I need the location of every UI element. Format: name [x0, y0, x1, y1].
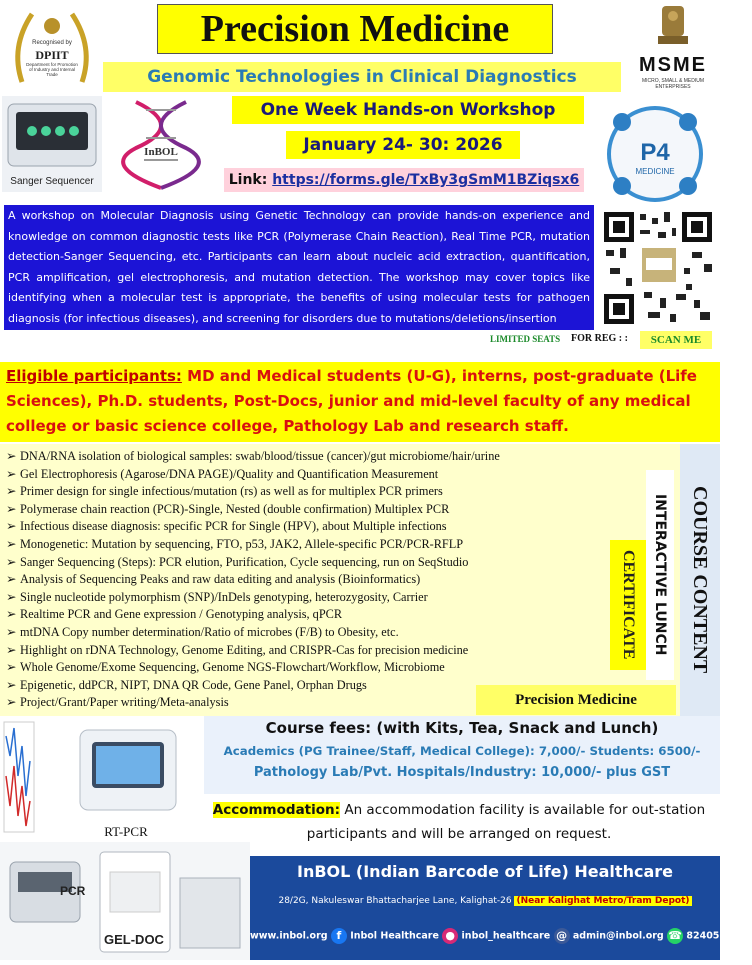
arrow-bullet-icon: ➢	[6, 589, 17, 604]
accommodation-block	[200, 798, 718, 852]
course-item-text: Single nucleotide polymorphism (SNP)/InDels genotyping, heterozygosity, Carrier	[20, 589, 428, 604]
footer-org-name: InBOL (Indian Barcode of Life) Healthcare	[297, 862, 673, 881]
course-item-text: Analysis of Sequencing Peaks and raw data editing and analysis (Bioinformatics)	[20, 572, 421, 587]
course-item-text: Infectious disease diagnosis: specific PCR for Single (HPV), about Multiple infections	[20, 519, 447, 534]
link-label: Link:	[228, 172, 268, 188]
fees-heading: Course fees: (with Kits, Tea, Snack and Lunch)	[265, 719, 659, 737]
qr-code-icon	[600, 208, 716, 328]
laurel-wreath-icon	[2, 2, 102, 92]
for-reg: FOR REG : :	[571, 333, 628, 344]
email-icon[interactable]: @	[554, 928, 570, 944]
arrow-bullet-icon: ➢	[6, 677, 17, 692]
course-item	[6, 624, 680, 642]
registration-link[interactable]	[224, 168, 584, 192]
scan-me-badge: SCAN ME	[640, 331, 712, 349]
fees-academic: Academics (PG Trainee/Staff, Medical College): 7,000/- Students: 6500/-	[223, 744, 701, 758]
footer-contacts	[250, 928, 752, 944]
course-item	[6, 659, 680, 677]
footer-phone[interactable]: 8240520979	[686, 930, 752, 942]
footer-landmark: (Near Kalighat Metro/Tram Depot)	[516, 896, 690, 906]
dna-helix-icon	[106, 96, 216, 192]
eligibility-block	[0, 362, 720, 442]
arrow-bullet-icon: ➢	[6, 554, 17, 569]
workshop-label: One Week Hands-on Workshop	[232, 96, 584, 124]
dpiit-name: DPIIT	[35, 48, 69, 62]
qr-code[interactable]	[600, 208, 716, 328]
course-item	[6, 571, 680, 589]
footer-email[interactable]: admin@inbol.org	[572, 930, 664, 942]
limited-seats: LIMITED SEATS	[490, 334, 561, 344]
course-item	[6, 589, 680, 607]
arrow-bullet-icon: ➢	[6, 449, 17, 463]
pcr-caption: PCR	[60, 884, 86, 898]
course-item	[6, 536, 680, 554]
arrow-bullet-icon: ➢	[6, 501, 17, 516]
dpiit-sub: Department for Promotion of Industry and Internal Trade	[26, 62, 78, 77]
subtitle: Genomic Technologies in Clinical Diagnostics	[103, 62, 621, 92]
arrow-bullet-icon: ➢	[6, 519, 17, 534]
course-item-text: mtDNA Copy number determination/Ratio of microbes (F/B) to Obesity, etc.	[20, 624, 399, 639]
course-item-text: Epigenetic, ddPCR, NIPT, DNA QR Code, Gene Panel, Orphan Drugs	[20, 677, 367, 692]
dpiit-logo	[2, 2, 102, 92]
arrow-bullet-icon: ➢	[6, 660, 17, 675]
geldoc-caption: GEL-DOC	[104, 932, 164, 947]
msme-logo	[632, 2, 714, 94]
whatsapp-icon[interactable]: ☎	[668, 929, 682, 942]
p4-small-text: MEDICINE	[635, 167, 675, 176]
fees-industry: Pathology Lab/Pvt. Hospitals/Industry: 10,000/- plus GST	[253, 765, 671, 780]
emblem-icon	[632, 2, 714, 52]
pcr-geldoc-image	[0, 842, 250, 960]
course-item	[6, 466, 680, 484]
inbol-wordmark: InBOL	[144, 146, 178, 158]
sanger-caption: Sanger Sequencer	[10, 176, 94, 187]
p4-big-text: P4	[640, 139, 670, 166]
course-item-text: Sanger Sequencing (Steps): PCR elution, Purification, Cycle sequencing, run on SeqStudio	[20, 554, 469, 569]
course-item-text: Highlight on rDNA Technology, Genome Editing, and CRISPR-Cas for precision medicine	[20, 642, 469, 657]
dpiit-recognised: Recognised by	[32, 40, 72, 46]
course-item	[6, 642, 680, 660]
link-url[interactable]: https://forms.gle/TxBy3gSmM1BZiqsx6	[272, 172, 580, 188]
course-item-text: Gel Electrophoresis (Agarose/DNA PAGE)/Quality and Quantification Measurement	[20, 466, 439, 481]
instagram-icon[interactable]: ●	[442, 928, 458, 944]
course-fees-block	[204, 716, 720, 794]
course-item-text: DNA/RNA isolation of biological samples: swab/blood/tissue (cancer)/gut microbiome/hair/urine	[20, 449, 500, 463]
facebook-icon[interactable]: f	[331, 928, 347, 944]
footer-facebook[interactable]: Inbol Healthcare	[350, 930, 439, 942]
course-item-text: Monogenetic: Mutation by sequencing, FTO, p53, JAK2, Allele-specific PCR/PCR-RFLP	[20, 536, 464, 551]
accommodation-label: Accommodation:	[212, 802, 341, 818]
arrow-bullet-icon: ➢	[6, 624, 17, 639]
footer-address: 28/2G, Nakuleswar Bhattacharjee Lane, Kalighat-26	[278, 896, 512, 906]
precision-medicine-tag: Precision Medicine	[476, 685, 676, 715]
course-item	[6, 554, 680, 572]
arrow-bullet-icon: ➢	[6, 642, 17, 657]
course-item	[6, 448, 680, 466]
arrow-bullet-icon: ➢	[6, 484, 17, 499]
inbol-logo	[106, 96, 216, 192]
certificate-label: CERTIFICATE	[610, 540, 646, 670]
course-item-text: Realtime PCR and Gene expression / Genotyping analysis, qPCR	[20, 607, 343, 622]
course-item	[6, 501, 680, 519]
arrow-bullet-icon: ➢	[6, 695, 17, 710]
workshop-dates: January 24- 30: 2026	[286, 131, 520, 159]
footer-instagram[interactable]: inbol_healthcare	[461, 930, 551, 942]
footer-website[interactable]: www.inbol.org	[250, 930, 328, 942]
course-item-text: Primer design for single infectious/mutation (rs) as well as for multiplex PCR primers	[20, 484, 443, 499]
footer-org	[250, 856, 752, 960]
footer-address-line	[250, 896, 720, 906]
arrow-bullet-icon: ➢	[6, 607, 17, 622]
eligibility-label: Eligible participants:	[6, 367, 182, 385]
sanger-sequencer-image	[2, 96, 102, 192]
arrow-bullet-icon: ➢	[6, 572, 17, 587]
arrow-bullet-icon: ➢	[6, 536, 17, 551]
rtpcr-image	[0, 716, 200, 842]
msme-sub: MICRO, SMALL & MEDIUM ENTERPRISES	[641, 78, 705, 90]
page-title: Precision Medicine	[157, 4, 553, 54]
eligibility-text: MD and Medical students (U-G), interns, post-graduate (Life Sciences), Ph.D. students, Post-Docs, junior and mid-level faculty of any medical college or basic science college, Pathology Lab and research staff.	[6, 367, 697, 435]
course-item	[6, 483, 680, 501]
arrow-bullet-icon: ➢	[6, 466, 17, 481]
accommodation-text: An accommodation facility is available for out-station participants and will be arranged on request.	[306, 802, 706, 842]
course-item	[6, 606, 680, 624]
p4-medicine-icon	[596, 104, 714, 204]
course-items	[0, 444, 680, 712]
course-item	[6, 518, 680, 536]
p4-medicine-logo	[596, 104, 714, 204]
workshop-description: A workshop on Molecular Diagnosis using Genetic Technology can provide hands-on experience and knowledge on common diagnostic tests like PCR (Polymerase Chain Reaction), Real Time PCR, mutation detection-Sanger Sequencing, etc. Participants can learn about nucleic acid extraction, quantification, PCR amplification, gel electrophoresis, and mutation detection. The workshop may cover topics like identifying when a molecular test is appropriate, the benefits of using molecular tests for pathogen diagnosis (for infectious diseases), and screening for disorders due to mutations/deletions/insertion	[4, 205, 594, 330]
msme-wordmark: MSME	[639, 54, 707, 76]
course-item-text: Whole Genome/Exome Sequencing, Genome NGS-Flowchart/Workflow, Microbiome	[20, 660, 445, 675]
interactive-lunch-label: INTERACTIVE LUNCH	[646, 470, 674, 680]
course-item-text: Project/Grant/Paper writing/Meta-analysis	[20, 695, 229, 710]
course-item-text: Polymerase chain reaction (PCR)-Single, Nested (double confirmation) Multiplex PCR	[20, 501, 450, 516]
course-content-list	[0, 444, 680, 716]
course-content-heading: COURSE CONTENT	[680, 444, 720, 716]
rtpcr-caption: RT-PCR	[104, 824, 148, 839]
